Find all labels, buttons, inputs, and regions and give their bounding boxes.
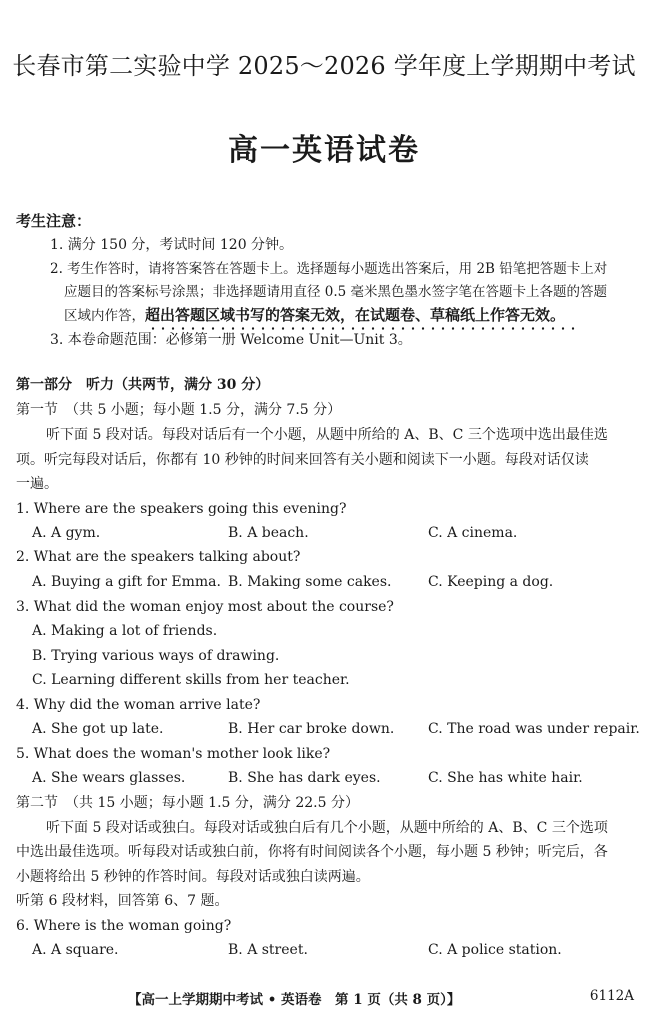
page-footer [0,988,648,1006]
material-6-instruction: 听第 6 段材料，回答第 6、7 题。 [16,893,229,909]
question-3-option-c: C. Learning different skills from her teacher. [32,672,350,688]
section2-heading: 第二节 （共 15 小题；每小题 1.5 分，满分 22.5 分） [16,795,359,811]
notice-heading: 考生注意： [16,212,92,230]
paper-title: 高一英语试卷 [228,133,420,168]
notice-item-1: 1. 满分 150 分，考试时间 120 分钟。 [50,237,294,253]
question-4-option-a: A. She got up late. [32,721,164,737]
question-1-option-c: C. A cinema. [428,525,518,541]
question-2-option-a: A. Buying a gift for Emma. [32,574,221,590]
question-3-option-b: B. Trying various ways of drawing. [32,648,280,664]
question-1-option-b: B. A beach. [228,525,309,541]
section2-instruction-line-3: 小题将给出 5 秒钟的作答时间。每段对话或独白读两遍。 [16,869,370,885]
question-1-option-a: A. A gym. [32,525,101,541]
footer-page-info: 【高一上学期期中考试 • 英语卷 第 1 页（共 8 页）】 [128,992,461,1008]
section2-instruction-line-2: 中选出最佳选项。听每段对话或独白前，你将有时间阅读各个小题，每小题 5 秒钟；听完后，各 [16,844,608,860]
part1-heading: 第一部分 听力（共两节，满分 30 分） [16,377,270,393]
question-3: 3. What did the woman enjoy most about the course? [16,599,394,615]
question-1: 1. Where are the speakers going this evening? [16,501,347,517]
question-6: 6. Where is the woman going? [16,918,232,934]
question-2-option-c: C. Keeping a dog. [428,574,554,590]
section1-instruction-line-2: 项。听完每段对话后，你都有 10 秒钟的时间来回答有关小题和阅读下一小题。每段对话仅读 [16,452,589,468]
section1-instruction-line-1: 听下面 5 段对话。每段对话后有一个小题，从题中所给的 A、B、C 三个选项中选出最佳选 [46,427,608,443]
question-5-option-b: B. She has dark eyes. [228,770,381,786]
notice-item-2-line-3-plain: 区域内作答， [64,308,145,324]
section1-heading: 第一节 （共 5 小题；每小题 1.5 分，满分 7.5 分） [16,402,342,418]
notice-emphasis-text: 超出答题区域书写的答案无效，在试题卷、草稿纸上作答无效。 [145,306,566,324]
question-4-option-c: C. The road was under repair. [428,721,640,737]
notice-item-2-line-1: 2. 考生作答时，请将答案答在答题卡上。选择题每小题选出答案后，用 2B 铅笔把答题卡上对 [50,261,608,277]
question-4: 4. Why did the woman arrive late? [16,697,261,713]
notice-item-2-line-2: 应题目的答案标号涂黑；非选择题请用直径 0.5 毫米黑色墨水签字笔在答题卡上各题的答题 [64,284,608,300]
school-exam-title: 长春市第二实验中学 2025～2026 学年度上学期期中考试 [12,52,636,80]
notice-item-3: 3. 本卷命题范围：必修第一册 Welcome Unit—Unit 3。 [50,332,412,348]
question-6-option-a: A. A square. [32,942,119,958]
footer-exam-code: 6112A [589,988,634,1004]
question-3-option-a: A. Making a lot of friends. [32,623,218,639]
question-2: 2. What are the speakers talking about? [16,549,301,565]
question-4-option-b: B. Her car broke down. [228,721,395,737]
question-2-option-b: B. Making some cakes. [228,574,392,590]
section2-instruction-line-1: 听下面 5 段对话或独白。每段对话或独白后有几个小题，从题中所给的 A、B、C 三个选项 [46,820,608,836]
question-6-option-c: C. A police station. [428,942,562,958]
question-5: 5. What does the woman's mother look like? [16,746,331,762]
question-6-option-b: B. A street. [228,942,308,958]
section1-instruction-line-3: 一遍。 [16,476,58,492]
question-5-option-c: C. She has white hair. [428,770,583,786]
emphasis-dot-marks [148,327,578,330]
question-5-option-a: A. She wears glasses. [32,770,186,786]
notice-item-2-line-3 [64,306,565,325]
